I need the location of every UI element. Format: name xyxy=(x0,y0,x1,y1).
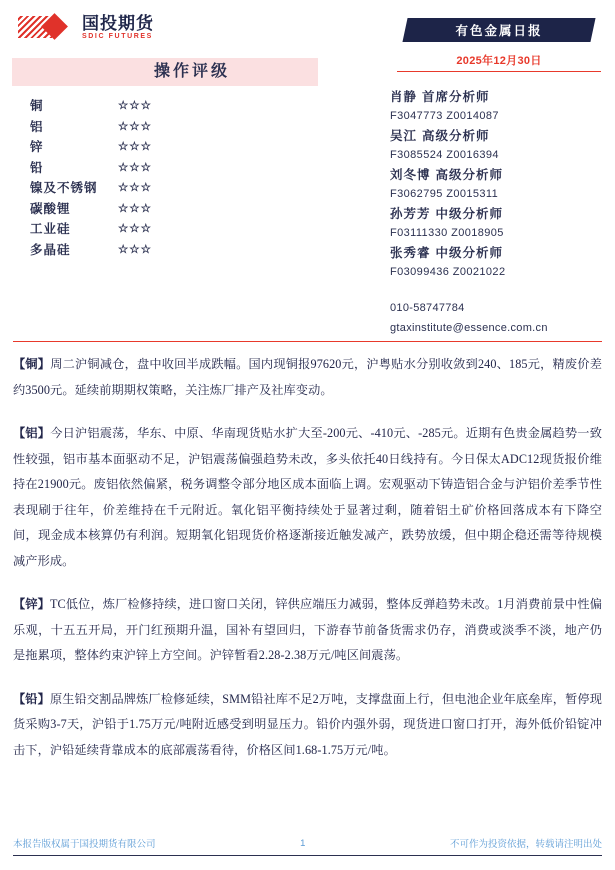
paragraph-zinc xyxy=(13,592,602,669)
analyst-entry xyxy=(390,88,610,126)
rating-metal-name: 工业硅 xyxy=(30,222,71,237)
analyst-title: 首席分析师 xyxy=(422,90,490,104)
rating-metal-name: 多晶硅 xyxy=(30,242,71,257)
rating-row xyxy=(30,95,318,116)
ratings-title: 操作评级 xyxy=(12,58,318,86)
contact-block xyxy=(390,298,610,338)
paragraph-lead xyxy=(13,687,602,764)
rating-row xyxy=(30,136,318,157)
analyst-name: 张秀睿 xyxy=(390,246,431,260)
rating-row xyxy=(30,198,318,219)
analyst-name-row xyxy=(390,166,610,185)
analyst-license-codes: F3047773 Z0014087 xyxy=(390,110,499,122)
analyst-list xyxy=(390,88,610,338)
analyst-name: 孙芳芳 xyxy=(390,207,431,221)
ratings-list xyxy=(12,95,318,259)
contact-email[interactable]: gtaxinstitute@essence.com.cn xyxy=(390,322,548,334)
sdic-diamond-logo-icon xyxy=(18,14,74,40)
analyst-entry xyxy=(390,244,610,282)
report-footer xyxy=(13,836,602,856)
analyst-name: 肖静 xyxy=(390,90,418,104)
rating-row xyxy=(30,218,318,239)
rating-row xyxy=(30,157,318,178)
report-body xyxy=(13,352,602,781)
report-date: 2025年12月30日 xyxy=(397,52,601,72)
analyst-license-codes: F03099436 Z0021022 xyxy=(390,266,506,278)
analyst-license-codes: F03111330 Z0018905 xyxy=(390,227,504,239)
paragraph-text: TC低位，炼厂检修持续，进口窗口关闭，锌供应端压力减弱，整体反弹趋势未改。1月消费前景中性偏乐观，十五五开局，开门红预期升温，国补有望回归，下游春节前备货需求仍存，消费或淡季不淡，地产仍是拖累项，整体约束沪锌上方空间。沪锌暂看2.28-2.38万元/吨区间震荡。 xyxy=(13,597,602,662)
rating-metal-name: 锌 xyxy=(30,140,44,155)
paragraph-copper xyxy=(13,352,602,403)
analyst-name-row xyxy=(390,205,610,224)
analyst-license-codes: F3062795 Z0015311 xyxy=(390,188,499,200)
report-header xyxy=(0,0,615,334)
analyst-name-row xyxy=(390,244,610,263)
rating-stars: ☆☆☆ xyxy=(118,243,152,256)
rating-stars: ☆☆☆ xyxy=(118,100,152,113)
contact-phone[interactable]: 010-58747784 xyxy=(390,302,465,314)
paragraph-tag: 【铝】 xyxy=(13,426,51,440)
logo-company-name-en: SDIC FUTURES xyxy=(82,32,153,40)
logo-company-name-cn: 国投期货 xyxy=(82,13,154,33)
paragraph-text: 原生铅交割品牌炼厂检修延续，SMM铅社库不足2万吨，支撑盘面上行，但电池企业年底垒库，暂停现货采购3-7天，沪铅于1.75万元/吨附近感受到明显压力。铅价内强外弱，现货进口窗口打开，海外低价铅锭冲击下，沪铅延续背靠成本的底部震荡看待，价格区间1.68-1.75万元/吨。 xyxy=(13,691,602,757)
rating-row xyxy=(30,177,318,198)
paragraph-tag: 【锌】 xyxy=(13,597,50,611)
paragraph-tag: 【铜】 xyxy=(13,357,51,371)
rating-stars: ☆☆☆ xyxy=(118,223,152,236)
report-type-block xyxy=(397,18,601,72)
paragraph-text: 周二沪铜减仓，盘中收回半成跌幅。国内现铜报97620元，沪粤贴水分别收敛到240、185元，精废价差约3500元。延续前期期权策略，关注炼厂排产及社库变动。 xyxy=(13,357,603,397)
company-logo xyxy=(18,14,154,40)
analyst-license-codes: F3085524 Z0016394 xyxy=(390,149,499,161)
report-type-badge xyxy=(397,18,601,42)
operation-ratings-card xyxy=(12,58,318,259)
analyst-name-row xyxy=(390,88,610,107)
rating-metal-name: 铝 xyxy=(30,119,44,134)
rating-stars: ☆☆☆ xyxy=(118,120,152,133)
analyst-name: 吴江 xyxy=(390,129,418,143)
analyst-name: 刘冬博 xyxy=(390,168,431,182)
footer-copyright: 本报告版权属于国投期货有限公司 xyxy=(13,839,156,850)
analyst-title: 高级分析师 xyxy=(422,129,490,143)
footer-divider xyxy=(13,855,602,856)
footer-page-number: 1 xyxy=(300,837,306,849)
rating-stars: ☆☆☆ xyxy=(118,202,152,215)
analyst-title: 高级分析师 xyxy=(435,168,504,182)
footer-disclaimer: 不可作为投资依据，转载请注明出处 xyxy=(449,839,602,850)
paragraph-tag: 【铅】 xyxy=(13,691,50,706)
paragraph-aluminum xyxy=(13,421,602,574)
rating-metal-name: 镍及不锈钢 xyxy=(30,181,98,196)
analyst-title: 中级分析师 xyxy=(435,207,504,221)
analyst-entry xyxy=(390,205,610,243)
rating-metal-name: 碳酸锂 xyxy=(30,201,71,216)
analyst-entry xyxy=(390,166,610,204)
rating-metal-name: 铅 xyxy=(30,160,44,175)
rating-stars: ☆☆☆ xyxy=(118,182,152,195)
rating-metal-name: 铜 xyxy=(30,99,44,114)
header-divider xyxy=(13,341,602,342)
footer-row xyxy=(13,836,602,855)
analyst-title: 中级分析师 xyxy=(435,246,504,260)
analyst-name-row xyxy=(390,127,610,146)
rating-stars: ☆☆☆ xyxy=(118,141,152,154)
paragraph-text: 今日沪铝震荡，华东、中原、华南现货贴水扩大至-200元、-410元、-285元。近期有色贵金属趋势一致性较强，铝市基本面驱动不足，沪铝震荡偏强趋势未改，多头依托40日线持有。今日保太ADC12现货报价维持在21900元。废铝依然偏紧，税务调整令部分地区成本面临上调。宏观驱动下铸造铝合金与沪铝价差季节性表现刷于往年，价差维持在千元附近。氧化铝平衡持续处于显著过剩，随着铝土矿价格回落成本有下降空间，现金成本核算仍有利润。短期氧化铝现货价格逐渐接近触发减产，跌势放缓，但中期企稳还需等待规模减产形成。 xyxy=(13,426,602,568)
analyst-entry xyxy=(390,127,610,165)
rating-stars: ☆☆☆ xyxy=(118,161,152,174)
logo-text xyxy=(82,15,154,40)
report-type-label: 有色金属日报 xyxy=(455,24,543,38)
rating-row xyxy=(30,116,318,137)
rating-row xyxy=(30,239,318,260)
